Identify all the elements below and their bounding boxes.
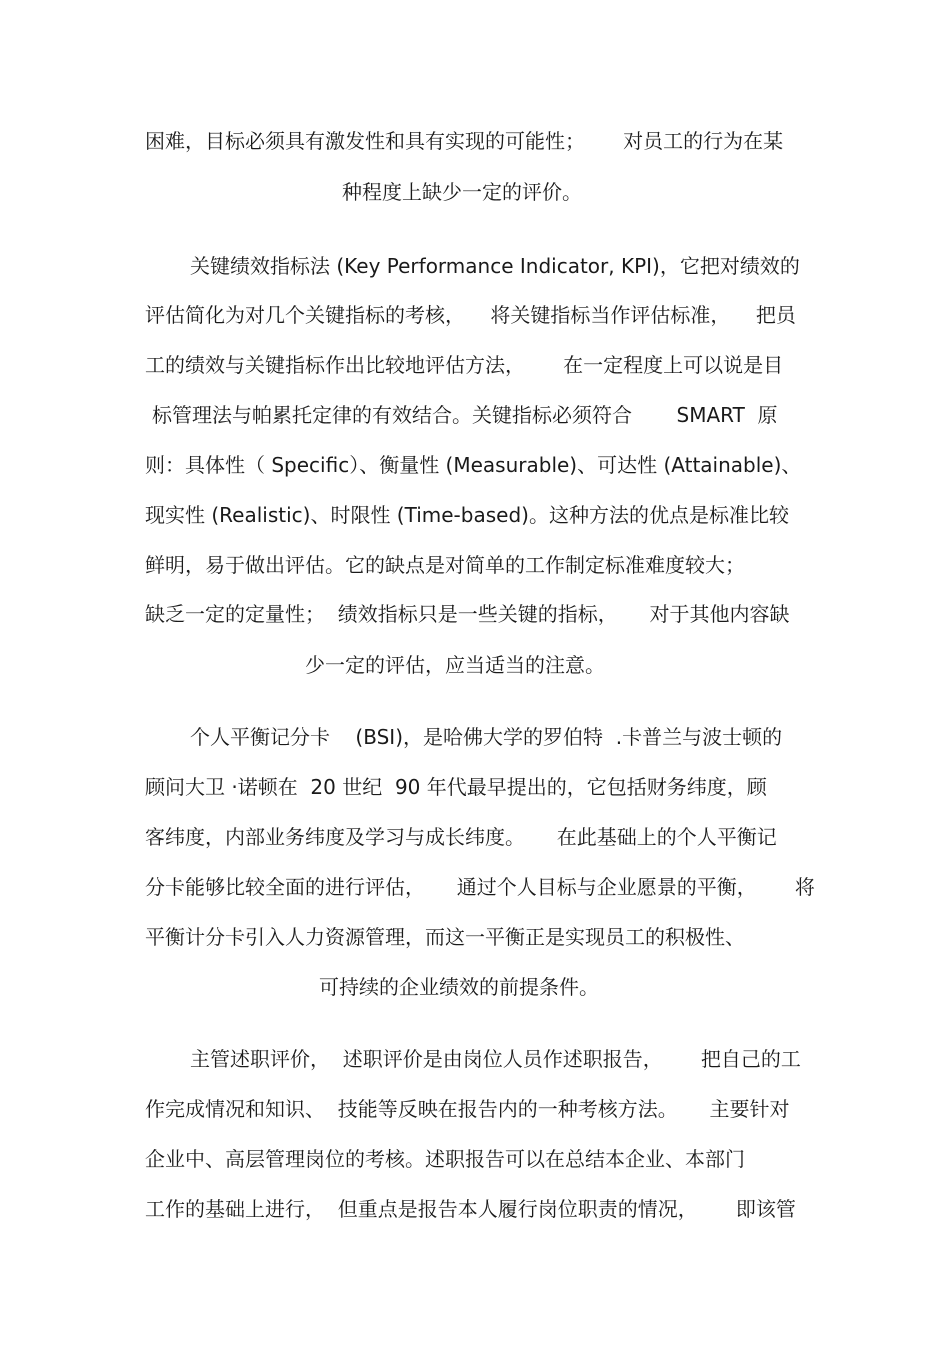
text-line: 鲜明，易于做出评估。它的缺点是对简单的工作制定标准难度较大； <box>145 553 745 577</box>
text-line: 工的绩效与关键指标作出比较地评估方法， 在一定程度上可以说是目 <box>145 353 784 377</box>
text-line: 可持续的企业绩效的前提条件。 <box>319 975 599 999</box>
text-line: 评估简化为对几个关键指标的考核， 将关键指标当作评估标准， 把员 <box>145 303 796 327</box>
text-line: 顾问大卫 ·诺顿在 20 世纪 90 年代最早提出的，它包括财务纬度，顾 <box>145 775 767 799</box>
text-line: 分卡能够比较全面的进行评估， 通过个人目标与企业愿景的平衡， 将 <box>145 875 815 899</box>
text-line: 少一定的评估，应当适当的注意。 <box>305 653 605 677</box>
text-line: 困难，目标必须具有激发性和具有实现的可能性； 对员工的行为在某 <box>145 129 784 153</box>
text-line: 主管述职评价， 述职评价是由岗位人员作述职报告， 把自己的工 <box>190 1047 801 1071</box>
text-line: 关键绩效指标法 (Key Performance Indicator, KPI)，它把对绩效的 <box>190 254 800 278</box>
text-line: 种程度上缺少一定的评价。 <box>342 180 582 204</box>
text-line: 个人平衡记分卡 (BSI)，是哈佛大学的罗伯特 .卡普兰与波士顿的 <box>190 725 783 749</box>
text-line: 标管理法与帕累托定律的有效结合。关键指标必须符合 SMART 原 <box>152 403 778 427</box>
text-line: 缺乏一定的定量性； 绩效指标只是一些关键的指标， 对于其他内容缺 <box>145 602 790 626</box>
text-line: 则：具体性（ Specific）、衡量性 (Measurable)、可达性 (Attainable)、 <box>145 453 802 477</box>
text-line: 客纬度，内部业务纬度及学习与成长纬度。 在此基础上的个人平衡记 <box>145 825 777 849</box>
text-line: 作完成情况和知识、 技能等反映在报告内的一种考核方法。 主要针对 <box>145 1097 790 1121</box>
text-line: 企业中、高层管理岗位的考核。述职报告可以在总结本企业、本部门 <box>145 1147 745 1171</box>
text-line: 平衡计分卡引入人力资源管理，而这一平衡正是实现员工的积极性、 <box>145 925 745 949</box>
text-line: 工作的基础上进行， 但重点是报告本人履行岗位职责的情况， 即该管 <box>145 1197 796 1221</box>
text-line: 现实性 (Realistic)、时限性 (Time-based)。这种方法的优点是标准比较 <box>145 503 789 527</box>
